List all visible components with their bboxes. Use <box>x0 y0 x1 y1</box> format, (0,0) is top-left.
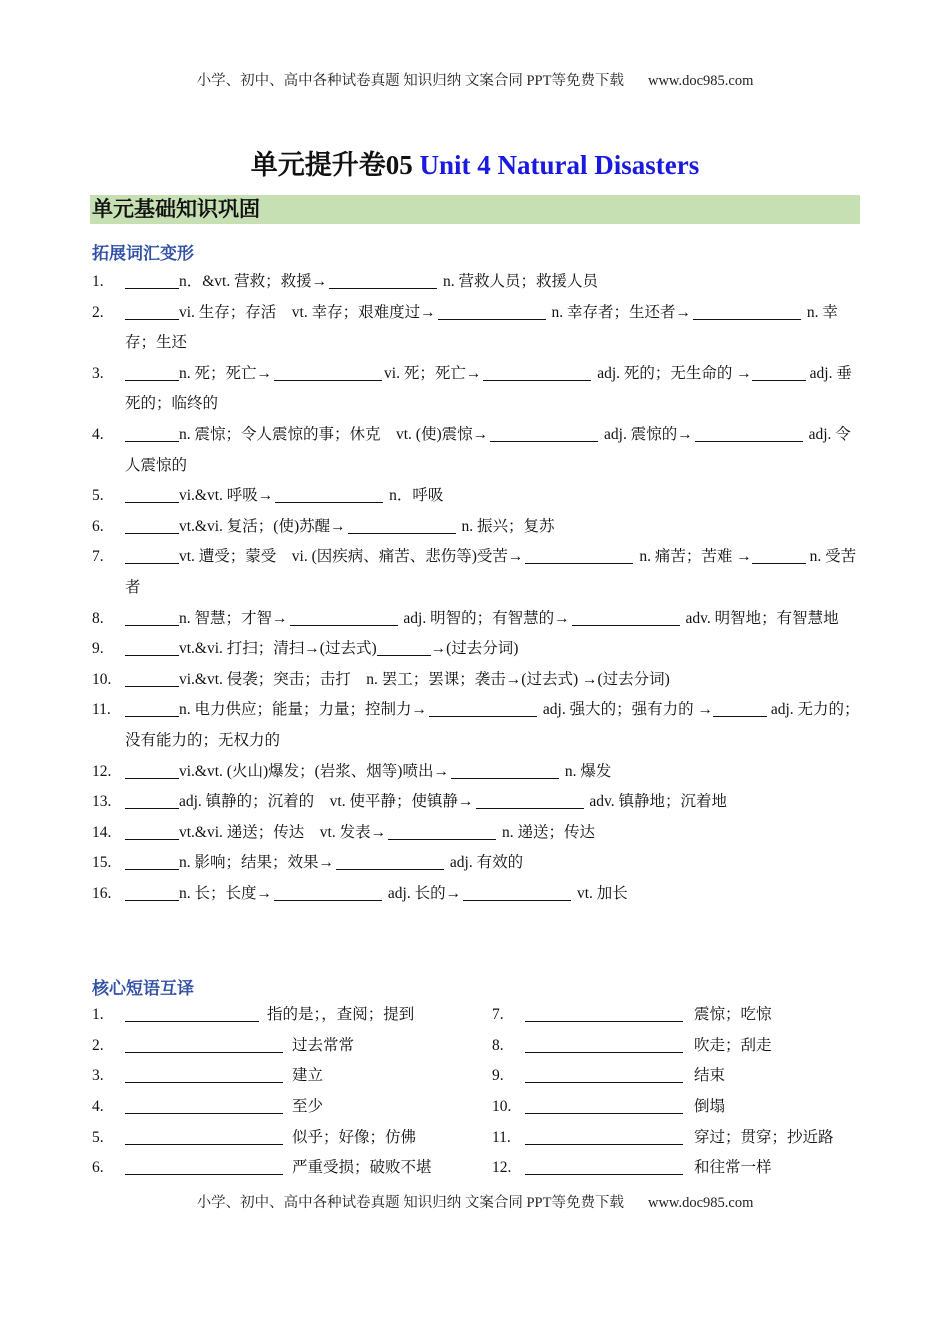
answer-blank[interactable] <box>125 363 179 381</box>
vocab-item <box>92 848 860 879</box>
answer-blank[interactable] <box>713 699 767 717</box>
item-number: 3. <box>92 1067 104 1085</box>
answer-blank[interactable] <box>290 608 398 626</box>
item-number: 13. <box>92 793 112 811</box>
answer-blank[interactable] <box>125 852 179 870</box>
answer-blank[interactable] <box>125 1174 283 1175</box>
item-number: 7. <box>492 1006 504 1023</box>
phrase-item <box>492 1061 862 1092</box>
answer-blank[interactable] <box>125 271 179 289</box>
answer-blank[interactable] <box>476 791 584 809</box>
answer-blank[interactable] <box>275 485 383 503</box>
answer-blank[interactable] <box>125 669 179 687</box>
item-number: 4. <box>92 1098 104 1116</box>
phrase-item <box>492 1031 862 1062</box>
item-number: 8. <box>92 609 104 627</box>
answer-blank[interactable] <box>336 852 444 870</box>
item-number: 8. <box>492 1036 504 1054</box>
phrase-item <box>492 1000 862 1031</box>
answer-blank[interactable] <box>525 1082 683 1083</box>
item-number: 1. <box>92 1006 104 1023</box>
answer-blank[interactable] <box>463 883 571 901</box>
item-text: adj. 垂死的；临终的 <box>125 364 852 413</box>
phrase-item <box>92 1153 482 1184</box>
page-header <box>0 69 950 90</box>
phrase-item <box>92 1000 482 1031</box>
item-number: 15. <box>92 854 112 872</box>
item-number: 6. <box>92 517 104 535</box>
answer-blank[interactable] <box>388 822 496 840</box>
item-text: adj. 无力的；没有能力的；无权力的 <box>125 701 860 749</box>
answer-blank[interactable] <box>125 1113 283 1114</box>
answer-blank[interactable] <box>525 1144 683 1145</box>
answer-blank[interactable] <box>125 546 179 564</box>
vocab-item <box>92 359 860 420</box>
phrase-meaning: 建立 <box>292 1067 324 1085</box>
phrases-left-column <box>92 1000 482 1184</box>
vocab-item <box>92 542 860 603</box>
answer-blank[interactable] <box>125 516 179 534</box>
answer-blank[interactable] <box>125 699 179 717</box>
item-text: n．&vt. 营救；救援→ <box>179 273 328 290</box>
item-text: vi.&vt. (火山)爆发；(岩浆、烟等)喷出→ <box>179 762 449 780</box>
vocab-item <box>92 787 860 818</box>
answer-blank[interactable] <box>125 791 179 809</box>
item-text: adj. 震惊的→ <box>600 425 693 443</box>
item-text: adj. 死的；无生命的 → <box>593 364 752 382</box>
answer-blank[interactable] <box>525 1052 683 1053</box>
section-bar: 单元基础知识巩固 <box>90 195 860 224</box>
answer-blank[interactable] <box>429 699 537 717</box>
vocab-item <box>92 665 860 696</box>
phrase-item <box>92 1123 482 1154</box>
item-text: n．呼吸 <box>385 487 444 505</box>
item-number: 10. <box>92 670 112 688</box>
answer-blank[interactable] <box>348 516 456 534</box>
vocab-item <box>92 818 860 849</box>
item-text: n. 智慧；才智→ <box>179 609 288 627</box>
vocab-list <box>92 267 860 909</box>
item-number: 5. <box>92 1128 104 1146</box>
answer-blank[interactable] <box>125 1021 259 1022</box>
phrase-item <box>492 1153 862 1184</box>
phrase-meaning: 和往常一样 <box>694 1159 772 1177</box>
phrase-meaning: 指的是；，查阅；提到 <box>267 1006 415 1023</box>
phrase-meaning: 结束 <box>694 1067 726 1085</box>
item-text: →(过去分词) <box>430 640 519 658</box>
item-text: n. 幸存；生还 <box>125 303 838 352</box>
answer-blank[interactable] <box>125 638 179 656</box>
answer-blank[interactable] <box>125 822 179 840</box>
item-text: vi. 死；死亡→ <box>384 364 482 382</box>
answer-blank[interactable] <box>125 1052 283 1053</box>
item-number: 9. <box>492 1067 504 1085</box>
item-text: n. 痛苦；苦难 → <box>635 548 752 566</box>
item-text: n. 幸存者；生还者→ <box>547 303 692 321</box>
page-footer <box>0 1191 950 1212</box>
item-text: n. 爆发 <box>560 762 612 780</box>
vocab-item <box>92 420 860 481</box>
phrase-meaning: 至少 <box>292 1098 324 1116</box>
item-text: n. 振兴；复苏 <box>457 517 555 535</box>
vocab-item <box>92 267 860 298</box>
item-text: vt.&vi. 复活；(使)苏醒→ <box>179 517 346 535</box>
answer-blank[interactable] <box>451 761 559 779</box>
answer-blank[interactable] <box>438 302 546 320</box>
item-text: vt. 遭受；蒙受 vi. (因疾病、痛苦、悲伤等)受苦→ <box>179 548 524 566</box>
answer-blank[interactable] <box>752 363 806 381</box>
phrase-item <box>492 1092 862 1123</box>
phrase-meaning: 震惊；吃惊 <box>694 1006 772 1023</box>
item-number: 2. <box>92 1036 104 1054</box>
item-text: adv. 明智地；有智慧地 <box>681 609 839 627</box>
item-number: 11. <box>92 701 111 719</box>
answer-blank[interactable] <box>525 1174 683 1175</box>
answer-blank[interactable] <box>125 883 179 901</box>
vocab-item <box>92 879 860 910</box>
title-en: Unit 4 Natural Disasters <box>419 150 700 180</box>
item-text: adv. 镇静地；沉着地 <box>585 793 727 811</box>
phrase-meaning: 倒塌 <box>694 1098 726 1116</box>
answer-blank[interactable] <box>274 883 382 901</box>
item-number: 7. <box>92 548 104 566</box>
answer-blank[interactable] <box>525 546 633 564</box>
answer-blank[interactable] <box>125 424 179 442</box>
item-number: 9. <box>92 640 104 658</box>
item-text: vt. 加长 <box>573 884 628 902</box>
answer-blank[interactable] <box>695 424 803 442</box>
phrase-item <box>92 1031 482 1062</box>
item-text: vt.&vi. 打扫；清扫→(过去式) <box>179 640 377 658</box>
item-text: n. 影响；结果；效果→ <box>179 854 335 872</box>
vocab-item <box>92 298 860 359</box>
vocab-item <box>92 604 860 635</box>
answer-blank[interactable] <box>525 1021 683 1022</box>
item-text: n. 受苦者 <box>125 548 857 596</box>
phrase-item <box>492 1123 862 1154</box>
answer-blank[interactable] <box>274 363 382 381</box>
item-text: n. 电力供应；能量；力量；控制力→ <box>179 701 428 719</box>
item-number: 1. <box>92 273 104 290</box>
answer-blank[interactable] <box>377 638 431 656</box>
answer-blank[interactable] <box>525 1113 683 1114</box>
page-title <box>0 143 950 182</box>
vocab-item <box>92 634 860 665</box>
vocab-heading: 拓展词汇变形 <box>92 244 194 264</box>
vocab-item <box>92 695 860 756</box>
item-text: n. 营救人员；救援人员 <box>439 273 599 290</box>
phrase-item <box>92 1061 482 1092</box>
phrases-right-column <box>492 1000 862 1184</box>
item-text: n. 震惊；令人震惊的事；休克 vt. (使)震惊→ <box>179 425 489 443</box>
item-text: n. 递送；传达 <box>498 823 595 841</box>
item-text: n. 长；长度→ <box>179 884 273 902</box>
item-text: adj. 长的→ <box>384 884 462 902</box>
phrase-meaning: 似乎；好像；仿佛 <box>292 1128 417 1146</box>
item-number: 3. <box>92 364 104 382</box>
item-number: 2. <box>92 303 104 321</box>
answer-blank[interactable] <box>490 424 598 442</box>
item-text: adj. 令人震惊的 <box>125 425 851 474</box>
item-text: adj. 强大的；强有力的 → <box>539 701 713 719</box>
item-number: 12. <box>92 762 112 780</box>
answer-blank[interactable] <box>125 485 179 503</box>
item-number: 4. <box>92 425 104 443</box>
item-number: 6. <box>92 1159 104 1177</box>
header-text: 小学、初中、高中各种试卷真题 知识归纳 文案合同 PPT等免费下载 <box>196 73 624 89</box>
phrase-item <box>92 1092 482 1123</box>
answer-blank[interactable] <box>693 302 801 320</box>
footer-site[interactable]: www.doc985.com <box>647 1195 754 1211</box>
title-cn: 单元提升卷05 <box>250 150 420 180</box>
answer-blank[interactable] <box>483 363 591 381</box>
answer-blank[interactable] <box>125 302 179 320</box>
item-number: 14. <box>92 823 112 841</box>
phrase-meaning: 穿过；贯穿；抄近路 <box>694 1128 834 1146</box>
item-text: vt.&vi. 递送；传达 vt. 发表→ <box>179 823 387 841</box>
item-text: adj. 明智的；有智慧的→ <box>399 609 570 627</box>
header-site[interactable]: www.doc985.com <box>647 73 754 89</box>
answer-blank[interactable] <box>329 271 437 289</box>
item-text: vi.&vt. 侵袭；突击；击打 n. 罢工；罢课；袭击→(过去式) →(过去分词) <box>179 670 670 688</box>
vocab-item <box>92 481 860 512</box>
vocab-item <box>92 512 860 543</box>
item-text: vi.&vt. 呼吸→ <box>179 487 274 505</box>
item-number: 10. <box>492 1098 512 1116</box>
item-text: vi. 生存；存活 vt. 幸存；艰难度过→ <box>179 303 436 321</box>
item-text: adj. 有效的 <box>446 854 524 872</box>
phrase-meaning: 吹走；刮走 <box>694 1036 772 1054</box>
answer-blank[interactable] <box>125 1082 283 1083</box>
answer-blank[interactable] <box>752 546 806 564</box>
phrase-meaning: 过去常常 <box>292 1036 355 1054</box>
item-number: 5. <box>92 487 104 505</box>
footer-text: 小学、初中、高中各种试卷真题 知识归纳 文案合同 PPT等免费下载 <box>196 1195 624 1211</box>
item-number: 12. <box>492 1159 512 1177</box>
item-text: adj. 镇静的；沉着的 vt. 使平静；使镇静→ <box>179 793 474 811</box>
phrases-heading: 核心短语互译 <box>92 979 194 999</box>
item-text: n. 死；死亡→ <box>179 364 273 382</box>
answer-blank[interactable] <box>125 608 179 626</box>
vocab-item <box>92 757 860 788</box>
answer-blank[interactable] <box>572 608 680 626</box>
item-number: 16. <box>92 884 112 902</box>
item-number: 11. <box>492 1128 511 1146</box>
answer-blank[interactable] <box>125 761 179 779</box>
answer-blank[interactable] <box>125 1144 283 1145</box>
phrase-meaning: 严重受损；破败不堪 <box>292 1159 432 1177</box>
